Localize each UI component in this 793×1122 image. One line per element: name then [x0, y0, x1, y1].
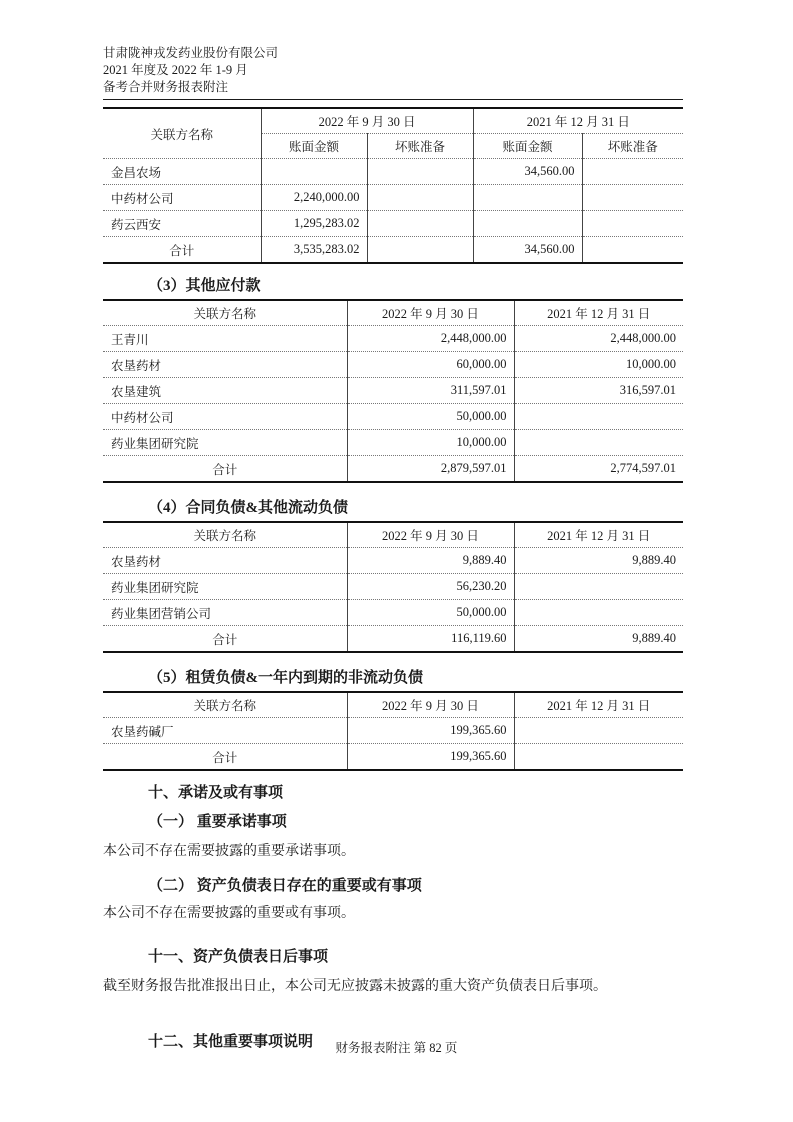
table-total-row: [103, 626, 683, 653]
table-row: [103, 404, 683, 430]
table-header-row: [103, 108, 683, 134]
table-row: [103, 352, 683, 378]
total-label: 合计: [103, 744, 347, 771]
subheader-book-amount-2021: 账面金额: [473, 134, 582, 159]
paragraph-no-commitments: 本公司不存在需要披露的重要承诺事项。: [103, 844, 355, 859]
chapter-heading-post-balance-events: 十一、资产负债表日后事项: [148, 949, 329, 965]
column-header-date-2022: 2022 年 9 月 30 日: [347, 522, 514, 548]
page-footer: 财务报表附注 第 82 页: [335, 1041, 458, 1055]
report-period: 2021 年度及 2022 年 1-9 月: [103, 63, 248, 77]
amount-cell: [473, 211, 582, 237]
lease-liabilities-table: [103, 691, 683, 771]
amount-cell: 60,000.00: [347, 352, 514, 378]
total-amount: 199,365.60: [347, 744, 514, 771]
amount-cell: [514, 430, 683, 456]
amount-cell: 10,000.00: [347, 430, 514, 456]
table-row: [103, 159, 683, 185]
table-row: [103, 185, 683, 211]
total-amount: 116,119.60: [347, 626, 514, 653]
table-row: [103, 326, 683, 352]
amount-cell: 311,597.01: [347, 378, 514, 404]
party-name: 药业集团研究院: [103, 574, 347, 600]
total-amount: [582, 237, 683, 264]
column-header-name: 关联方名称: [103, 692, 347, 718]
company-name: 甘肃陇神戎发药业股份有限公司: [103, 46, 279, 60]
column-header-date-2022: 2022 年 9 月 30 日: [261, 108, 473, 134]
column-header-date-2021: 2021 年 12 月 31 日: [514, 300, 683, 326]
section-heading-contract-liabilities: （4）合同负债&其他流动负债: [148, 500, 348, 516]
total-amount: 2,879,597.01: [347, 456, 514, 483]
table-total-row: [103, 237, 683, 264]
party-name: 农垦药碱厂: [103, 718, 347, 744]
amount-cell: 34,560.00: [473, 159, 582, 185]
total-label: 合计: [103, 626, 347, 653]
party-name: 农垦药材: [103, 548, 347, 574]
amount-cell: 50,000.00: [347, 404, 514, 430]
amount-cell: [514, 404, 683, 430]
amount-cell: 2,240,000.00: [261, 185, 367, 211]
total-amount: [514, 744, 683, 771]
column-header-date-2021: 2021 年 12 月 31 日: [514, 522, 683, 548]
amount-cell: [261, 159, 367, 185]
table-total-row: [103, 456, 683, 483]
chapter-heading-other-important-matters: 十二、其他重要事项说明: [148, 1034, 314, 1050]
amount-cell: [582, 185, 683, 211]
total-label: 合计: [103, 456, 347, 483]
subheader-book-amount-2022: 账面金额: [261, 134, 367, 159]
amount-cell: [582, 159, 683, 185]
total-amount: 9,889.40: [514, 626, 683, 653]
amount-cell: [514, 574, 683, 600]
total-amount: 34,560.00: [473, 237, 582, 264]
table-row: [103, 378, 683, 404]
column-header-name: 关联方名称: [103, 522, 347, 548]
column-header-date-2022: 2022 年 9 月 30 日: [347, 300, 514, 326]
amount-cell: [514, 718, 683, 744]
column-header-date-2021: 2021 年 12 月 31 日: [514, 692, 683, 718]
party-name: 农垦药材: [103, 352, 347, 378]
paragraph-no-contingencies: 本公司不存在需要披露的重要或有事项。: [103, 906, 355, 921]
subheader-bad-debt-2022: 坏账准备: [367, 134, 473, 159]
amount-cell: 50,000.00: [347, 600, 514, 626]
party-name: 金昌农场: [103, 159, 261, 185]
column-header-name: 关联方名称: [103, 300, 347, 326]
amount-cell: 2,448,000.00: [347, 326, 514, 352]
party-name: 药业集团营销公司: [103, 600, 347, 626]
amount-cell: 10,000.00: [514, 352, 683, 378]
subsection-heading-contingencies: （二） 资产负债表日存在的重要或有事项: [148, 878, 422, 894]
table-header-row: [103, 300, 683, 326]
table-row: [103, 718, 683, 744]
column-header-date-2022: 2022 年 9 月 30 日: [347, 692, 514, 718]
paragraph-post-balance-events: 截至财务报告批准报出日止，本公司无应披露未披露的重大资产负债表日后事项。: [103, 979, 607, 994]
chapter-heading-commitments: 十、承诺及或有事项: [148, 785, 284, 801]
amount-cell: 9,889.40: [514, 548, 683, 574]
table-row: [103, 600, 683, 626]
column-header-name: 关联方名称: [103, 108, 261, 159]
party-name: 中药材公司: [103, 404, 347, 430]
party-name: 王青川: [103, 326, 347, 352]
party-name: 农垦建筑: [103, 378, 347, 404]
total-label: 合计: [103, 237, 261, 264]
table-row: [103, 211, 683, 237]
amount-cell: [582, 211, 683, 237]
amount-cell: 56,230.20: [347, 574, 514, 600]
table-row: [103, 574, 683, 600]
related-party-balances-table: [103, 107, 683, 264]
section-heading-other-payables: （3）其他应付款: [148, 278, 261, 294]
table-total-row: [103, 744, 683, 771]
table-header-row: [103, 522, 683, 548]
total-amount: [367, 237, 473, 264]
party-name: 药业集团研究院: [103, 430, 347, 456]
amount-cell: [367, 185, 473, 211]
subheader-bad-debt-2021: 坏账准备: [582, 134, 683, 159]
amount-cell: 9,889.40: [347, 548, 514, 574]
section-heading-lease-liabilities: （5）租赁负债&一年内到期的非流动负债: [148, 670, 423, 686]
amount-cell: [367, 159, 473, 185]
total-amount: 2,774,597.01: [514, 456, 683, 483]
other-payables-table: [103, 299, 683, 483]
subsection-heading-important-commitments: （一） 重要承诺事项: [148, 814, 287, 830]
table-header-row: [103, 692, 683, 718]
amount-cell: [514, 600, 683, 626]
report-title: 备考合并财务报表附注: [103, 80, 229, 94]
total-amount: 3,535,283.02: [261, 237, 367, 264]
document-header: [103, 45, 683, 100]
contract-liabilities-table: [103, 521, 683, 653]
amount-cell: 1,295,283.02: [261, 211, 367, 237]
table-row: [103, 548, 683, 574]
amount-cell: [367, 211, 473, 237]
amount-cell: 199,365.60: [347, 718, 514, 744]
column-header-date-2021: 2021 年 12 月 31 日: [473, 108, 683, 134]
party-name: 中药材公司: [103, 185, 261, 211]
amount-cell: [473, 185, 582, 211]
table-row: [103, 430, 683, 456]
party-name: 药云西安: [103, 211, 261, 237]
amount-cell: 316,597.01: [514, 378, 683, 404]
amount-cell: 2,448,000.00: [514, 326, 683, 352]
